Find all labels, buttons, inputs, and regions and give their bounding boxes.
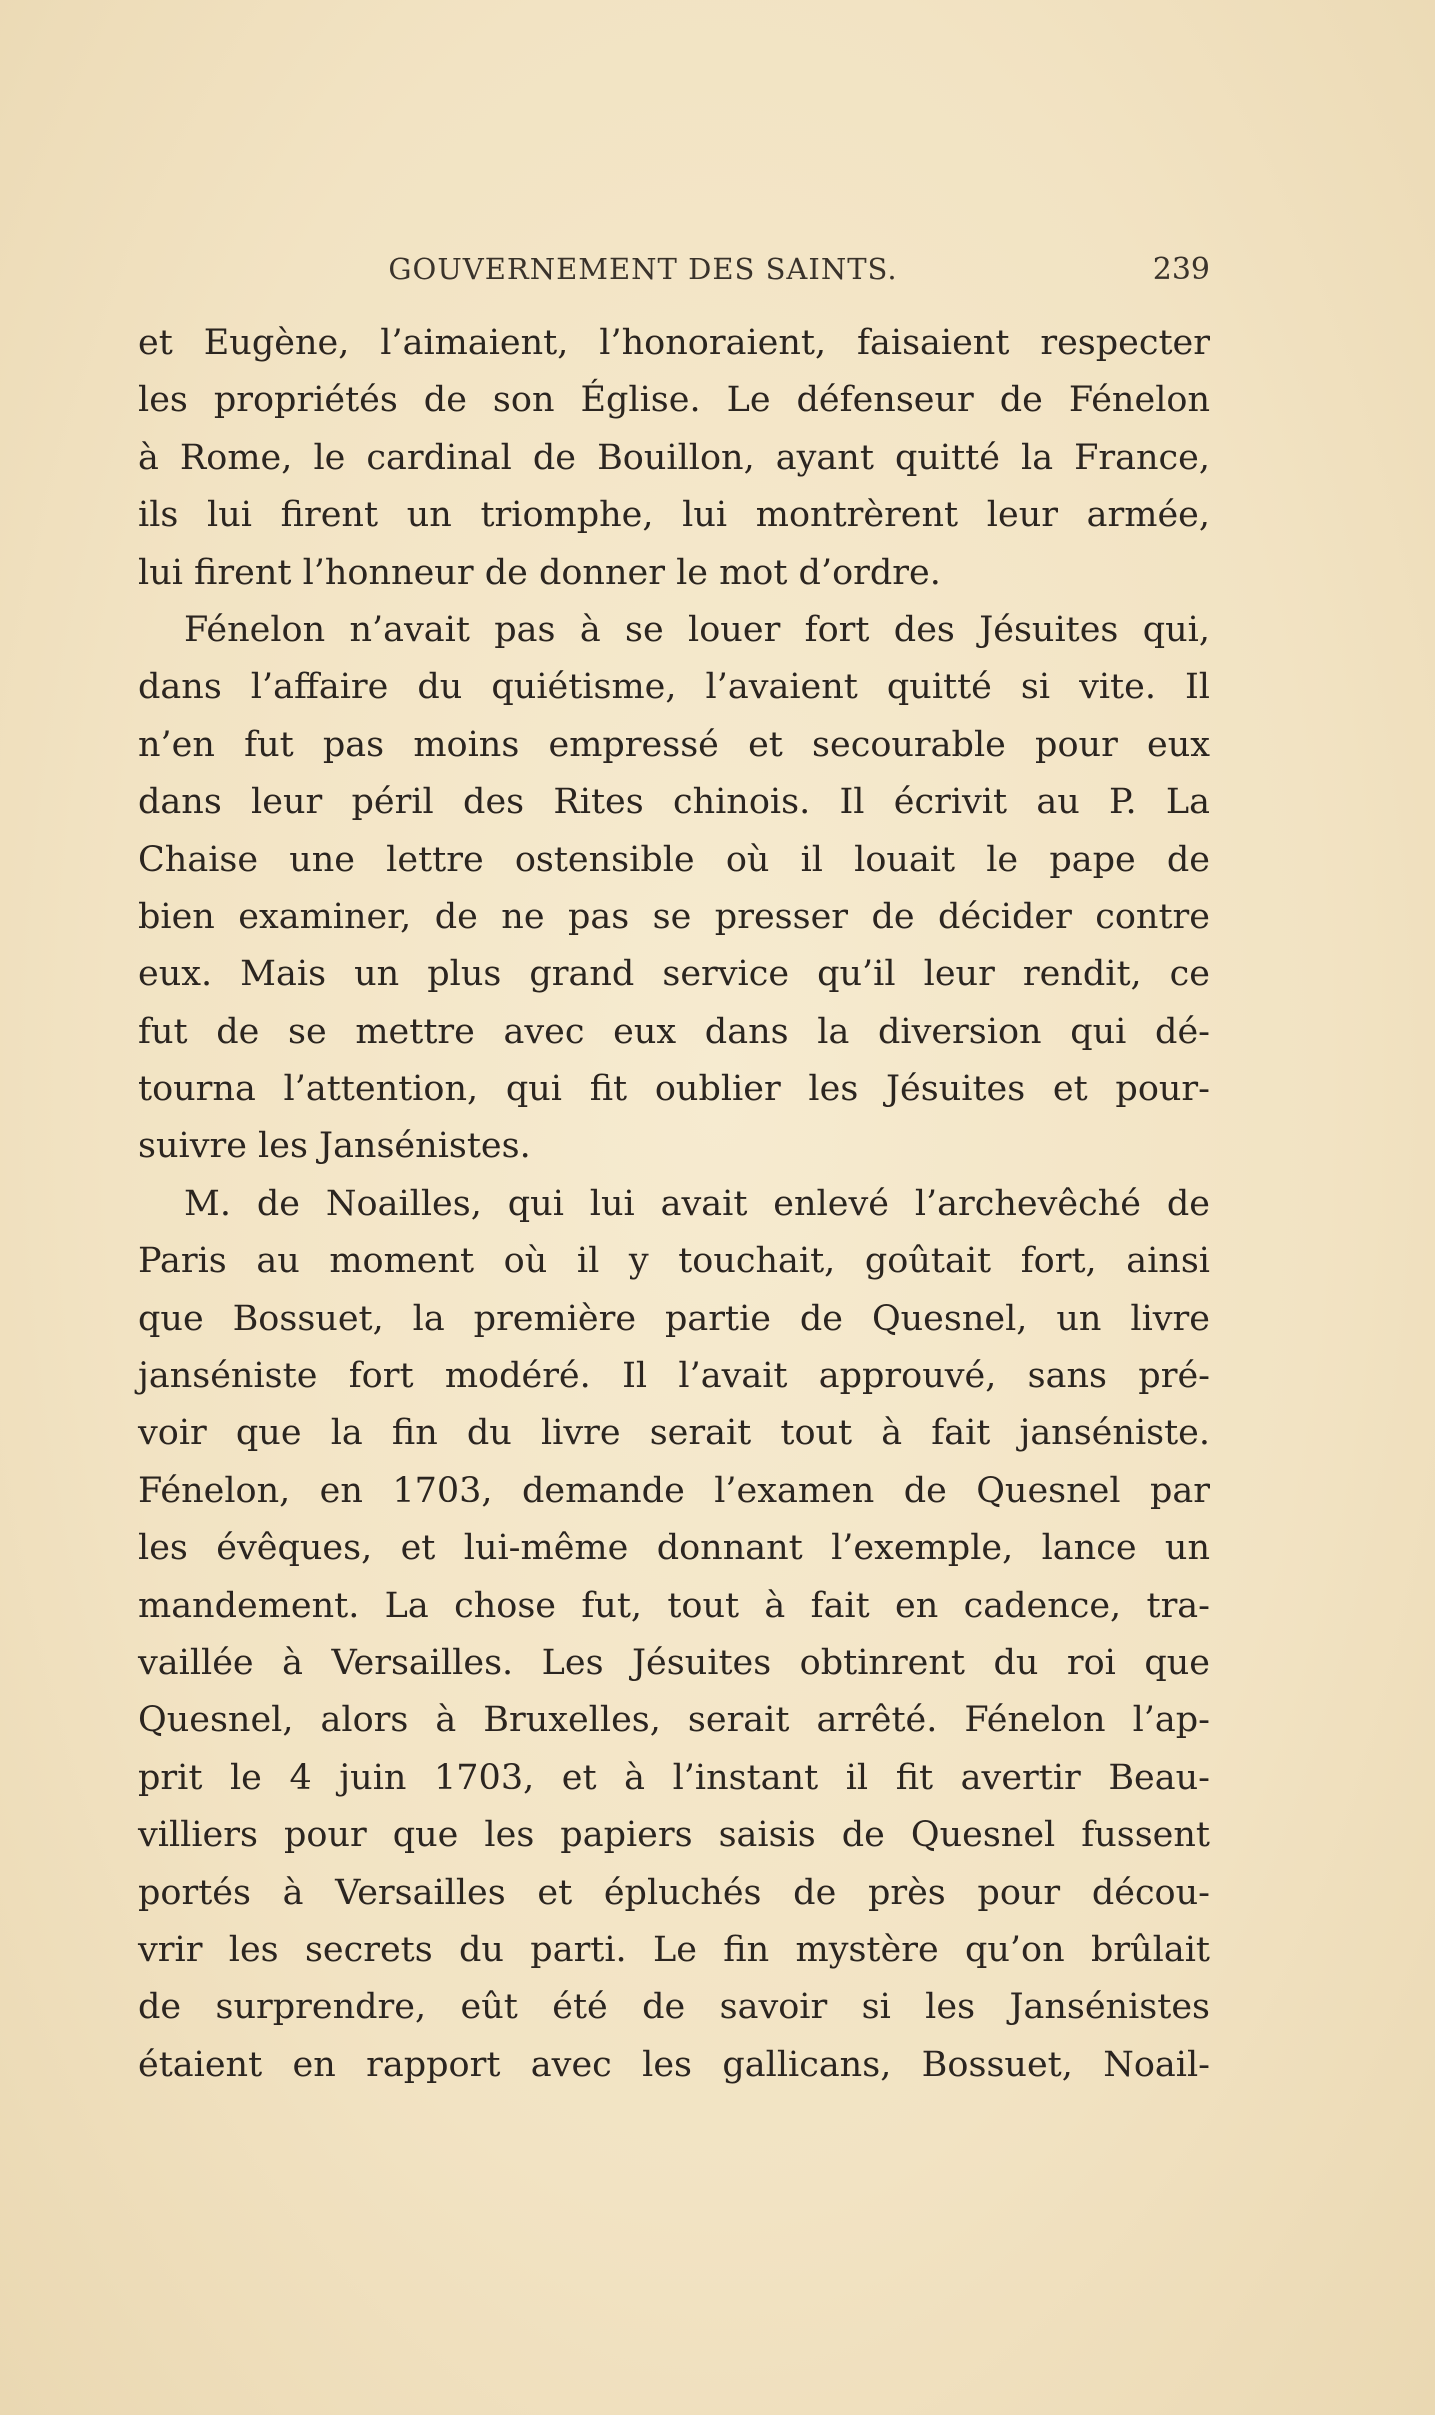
text-line: janséniste fort modéré. Il l’avait approuvé, sans pré- [138,1356,1210,1397]
text-line: Quesnel, alors à Bruxelles, serait arrêté. Fénelon l’ap- [138,1700,1210,1741]
text-line: portés à Versailles et épluchés de près pour décou- [138,1872,1210,1913]
text-line: bien examiner, de ne pas se presser de décider contre [138,896,1210,937]
text-line: vrir les secrets du parti. Le fin mystère qu’on brûlait [138,1929,1210,1970]
text-line: mandement. La chose fut, tout à fait en cadence, tra- [138,1585,1210,1626]
text-line: suivre les Jansénistes. [138,1126,531,1167]
text-line: dans leur péril des Rites chinois. Il écrivit au P. La [138,782,1210,823]
running-title: GOUVERNEMENT DES SAINTS. [388,252,898,286]
text-line: ils lui firent un triomphe, lui montrèrent leur armée, [138,495,1210,536]
text-line: les propriétés de son Église. Le défenseur de Fénelon [138,380,1210,421]
page-header [138,248,1210,296]
text-line: et Eugène, l’aimaient, l’honoraient, faisaient respecter [138,323,1210,363]
text-line: dans l’affaire du quiétisme, l’avaient quitté si vite. Il [138,667,1210,708]
text-line: voir que la fin du livre serait tout à fait janséniste. [138,1413,1210,1454]
text-line: lui firent l’honneur de donner le mot d’ordre. [138,552,941,593]
text-line: à Rome, le cardinal de Bouillon, ayant quitté la France, [138,437,1210,478]
text-line: villiers pour que les papiers saisis de Quesnel fussent [138,1815,1210,1856]
text-line: prit le 4 juin 1703, et à l’instant il fit avertir Beau- [138,1757,1210,1798]
text-line: vaillée à Versailles. Les Jésuites obtinrent du roi que [138,1642,1210,1683]
body-text [138,315,1210,2094]
page-number: 239 [1152,252,1210,287]
text-line: les évêques, et lui-même donnant l’exemple, lance un [138,1528,1210,1569]
text-line: n’en fut pas moins empressé et secourable pour eux [138,724,1210,765]
text-line: M. de Noailles, qui lui avait enlevé l’archevêché de [184,1183,1210,1224]
text-line: tourna l’attention, qui fit oublier les Jésuites et pour- [138,1069,1210,1110]
text-line: eux. Mais un plus grand service qu’il leur rendit, ce [138,954,1210,995]
text-line: Fénelon, en 1703, demande l’examen de Quesnel par [138,1470,1210,1511]
text-line: Fénelon n’avait pas à se louer fort des Jésuites qui, [184,609,1210,650]
text-line: fut de se mettre avec eux dans la diversion qui dé- [138,1011,1210,1052]
text-line: étaient en rapport avec les gallicans, Bossuet, Noail- [138,2044,1210,2085]
text-line: Paris au moment où il y touchait, goûtait fort, ainsi [138,1241,1210,1282]
text-line: de surprendre, eût été de savoir si les Jansénistes [138,1987,1210,2028]
text-line: que Bossuet, la première partie de Quesnel, un livre [138,1298,1210,1339]
text-line: Chaise une lettre ostensible où il louait le pape de [138,839,1210,880]
